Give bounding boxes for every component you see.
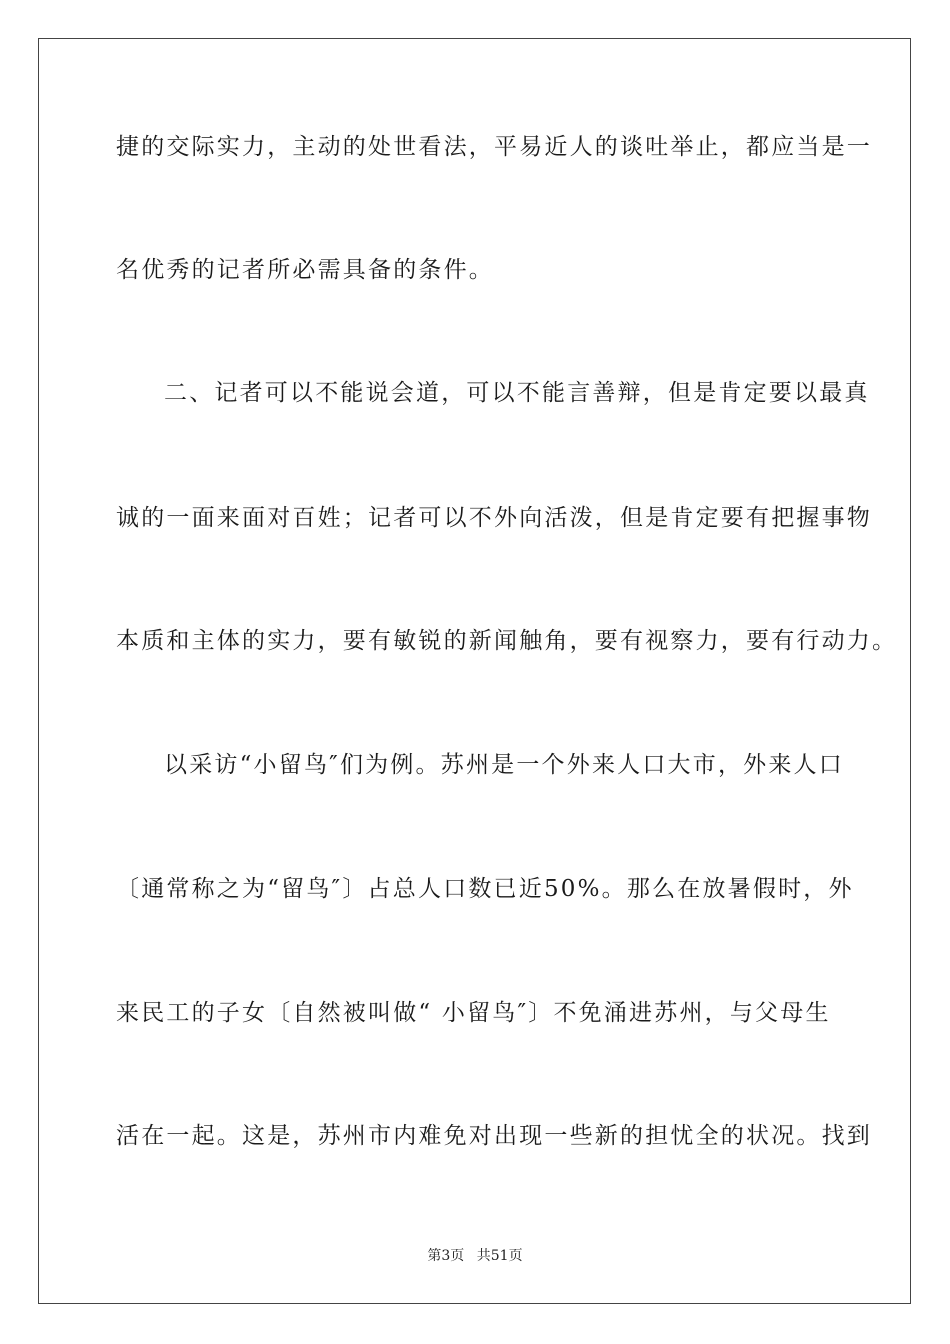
body-line-4: 诚的一面来面对百姓；记者可以不外向活泼，但是肯定要有把握事物 <box>116 505 872 531</box>
body-line-8: 来民工的子女〔自然被叫做“ 小留鸟″〕不免涌进苏州，与父母生 <box>116 1000 831 1026</box>
body-line-6: 以采访“小留鸟″们为例。苏州是一个外来人口大市，外来人口 <box>164 752 844 778</box>
body-line-1: 捷的交际实力，主动的处世看法，平易近人的谈吐举止，都应当是一 <box>116 134 872 160</box>
body-line-7: 〔通常称之为“留鸟″〕占总人口数已近50%。那么在放暑假时，外 <box>116 876 854 902</box>
page-border <box>38 38 911 1304</box>
body-line-3: 二、记者可以不能说会道，可以不能言善辩，但是肯定要以最真 <box>164 380 870 406</box>
body-line-2: 名优秀的记者所必需具备的条件。 <box>116 257 494 283</box>
page-number: 第3页 <box>427 1248 465 1264</box>
body-line-5: 本质和主体的实力，要有敏锐的新闻触角，要有视察力，要有行动力。 <box>116 628 898 654</box>
page-footer <box>0 1247 950 1265</box>
page-total: 共51页 <box>476 1248 523 1264</box>
body-line-9: 活在一起。这是，苏州市内难免对出现一些新的担忧全的状况。找到 <box>116 1123 872 1149</box>
